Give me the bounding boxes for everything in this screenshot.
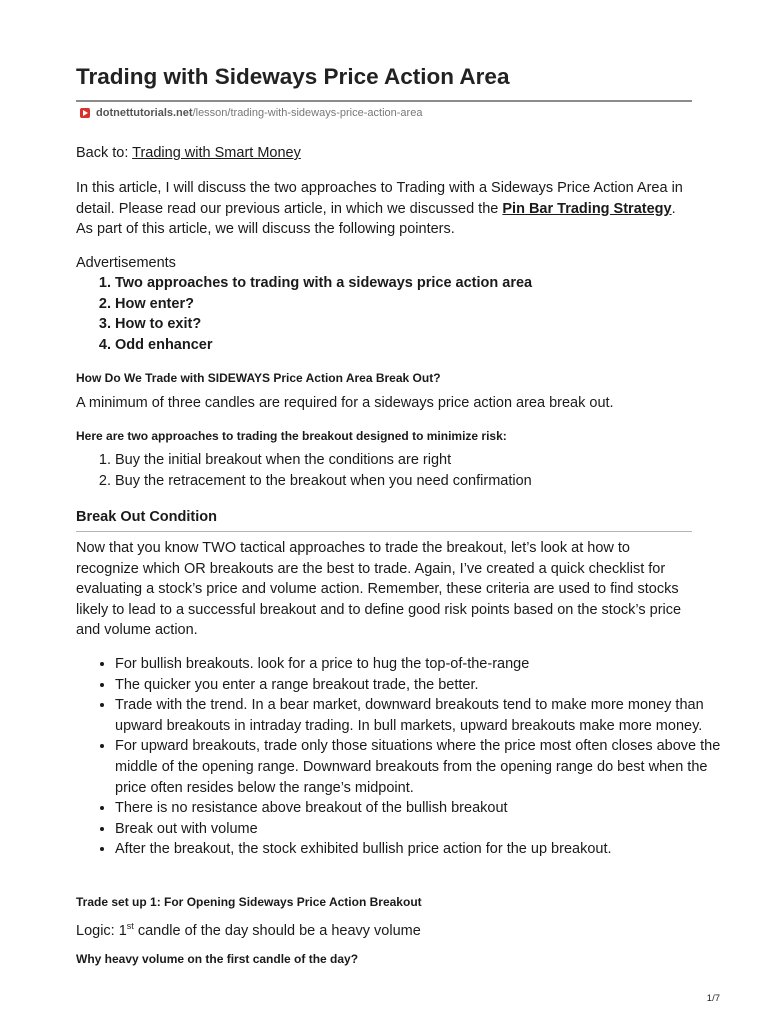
list-item: • The quicker you enter a range breakout trade, the better. xyxy=(115,675,731,696)
list-item: 2. How enter? xyxy=(115,294,731,315)
advertisements-label: Advertisements xyxy=(76,255,176,271)
source-domain: dotnettutorials.net xyxy=(96,107,193,119)
list-item: • Trade with the trend. In a bear market, downward breakouts tend to make more money than upward breakouts in intraday trading. In bull markets, upward breakouts make more money. xyxy=(115,695,731,736)
source-url[interactable] xyxy=(80,107,422,119)
back-to-prefix: Back to: xyxy=(76,145,133,161)
break-out-condition-heading: Break Out Condition xyxy=(76,509,217,525)
intro-text-1: In this article, I will discuss the two approaches to Trading with a Sideways Price Action Area in detail. Please read our previous article, in which we discussed the xyxy=(76,180,683,217)
minimum-candles-text: A minimum of three candles are required for a sideways price action area break out. xyxy=(76,395,614,411)
list-item: 3. How to exit? xyxy=(115,314,731,335)
list-item: • For bullish breakouts. look for a price to hug the top-of-the-range xyxy=(115,654,731,675)
list-item: • For upward breakouts, trade only those situations where the price most often closes above the middle of the opening range. Downward breakouts from the opening range do best when the price often resides below the range’s midpoint. xyxy=(115,736,731,798)
pin-bar-link[interactable]: Pin Bar Trading Strategy xyxy=(502,200,672,217)
section-divider xyxy=(76,531,692,532)
checklist-bullets xyxy=(76,654,731,860)
list-item: • Break out with volume xyxy=(115,819,731,840)
back-to-line xyxy=(76,143,692,164)
back-to-link[interactable]: Trading with Smart Money xyxy=(132,145,301,161)
list-item: 1. Two approaches to trading with a sideways price action area xyxy=(115,273,731,294)
logic-suffix: candle of the day should be a heavy volume xyxy=(133,922,421,939)
approaches-heading: Here are two approaches to trading the breakout designed to minimize risk: xyxy=(76,429,507,443)
pointers-list xyxy=(76,273,731,355)
trade-setup-heading: Trade set up 1: For Opening Sideways Price Action Breakout xyxy=(76,895,422,909)
condition-paragraph: Now that you know TWO tactical approaches to trade the breakout, let’s look at how to recognize which OR breakouts are the best to trade. Again, I’ve created a quick checklist for evaluating a stock’s price and volume action. Remember, these criteria are used to find stocks likely to lead to a successful breakout and to define good risk points based on the stock’s price and volume action. xyxy=(76,540,682,639)
title-divider xyxy=(76,100,692,102)
heavy-volume-heading: Why heavy volume on the first candle of the day? xyxy=(76,952,359,966)
list-item: 2. Buy the retracement to the breakout when you need confirmation xyxy=(115,471,731,492)
intro-paragraph xyxy=(76,178,692,240)
page-number: 1/7 xyxy=(706,993,720,1004)
intro-text-2: . As part of this article, we will discuss the following pointers. xyxy=(76,200,676,238)
approaches-list xyxy=(76,450,731,491)
list-item: • There is no resistance above breakout of the bullish breakout xyxy=(115,798,731,819)
page-title: Trading with Sideways Price Action Area xyxy=(76,64,510,89)
list-item: 1. Buy the initial breakout when the conditions are right xyxy=(115,450,731,471)
source-path: /lesson/trading-with-sideways-price-action-area xyxy=(192,107,423,119)
site-favicon-icon xyxy=(80,108,90,118)
sideways-breakout-heading: How Do We Trade with SIDEWAYS Price Action Area Break Out? xyxy=(76,371,441,385)
logic-line xyxy=(76,916,692,941)
list-item: 4. Odd enhancer xyxy=(115,335,731,356)
list-item: • After the breakout, the stock exhibited bullish price action for the up breakout. xyxy=(115,839,731,860)
logic-prefix: Logic: 1 xyxy=(76,922,127,939)
logic-superscript: st xyxy=(126,921,134,931)
